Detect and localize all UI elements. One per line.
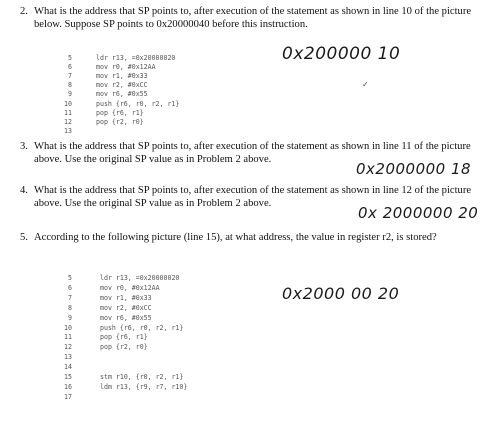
question-number: 3. xyxy=(20,141,28,152)
code-text: stm r10, {r0, r2, r1} xyxy=(100,373,184,381)
question-text: What is the address that SP points to, after execution of the statement as shown in line 11 of the picture above. Use the original SP value as in Problem 2 above. xyxy=(34,141,471,165)
handwritten-answer-2: 0x200000 10 xyxy=(282,44,401,64)
handwritten-answer-3: 0x2000000 18 xyxy=(356,160,472,178)
line-number: 12 xyxy=(64,343,72,352)
line-number: 6 xyxy=(68,283,72,292)
code-text: mov r0, #0x12AA xyxy=(96,63,156,72)
code-listing-1 xyxy=(62,54,232,136)
code-text: pop {r2, r0} xyxy=(100,343,148,352)
line-number: 8 xyxy=(68,303,72,312)
question-text: According to the following picture (line 15), at what address, the value in register r2, is stored? xyxy=(34,232,437,243)
code-text: pop {r6, r1} xyxy=(96,108,144,117)
line-number: 14 xyxy=(64,363,72,372)
question-number: 4. xyxy=(20,185,28,196)
code-text: ldr r13, =0x20000020 xyxy=(100,274,180,282)
line-number: 7 xyxy=(68,293,72,302)
line-number: 16 xyxy=(64,382,72,391)
handwritten-answer-4: 0x 2000000 20 xyxy=(358,204,479,222)
question-2 xyxy=(20,5,482,31)
line-number: 5 xyxy=(68,274,72,282)
line-number: 8 xyxy=(68,81,72,90)
line-number: 10 xyxy=(64,99,72,108)
code-text: push {r6, r0, r2, r1} xyxy=(96,99,180,108)
code-listing-2 xyxy=(62,274,242,404)
question-number: 5. xyxy=(20,232,28,243)
line-number: 15 xyxy=(64,373,72,381)
code-text: mov r2, #0xCC xyxy=(100,303,152,312)
question-number: 2. xyxy=(20,6,28,17)
code-text: push {r6, r0, r2, r1} xyxy=(100,323,184,332)
code-text: pop {r6, r1} xyxy=(100,333,148,342)
code-text: mov r1, #0x33 xyxy=(100,293,152,302)
code-text: mov r2, #0xCC xyxy=(96,81,148,90)
line-number: 17 xyxy=(64,392,72,401)
question-5 xyxy=(20,231,482,244)
handwritten-answer-5: 0x2000 00 20 xyxy=(282,284,400,303)
line-number: 13 xyxy=(64,353,72,362)
line-number: 10 xyxy=(64,323,72,332)
code-text: ldr r13, =0x20000020 xyxy=(96,54,176,62)
line-number: 12 xyxy=(64,117,72,126)
line-number: 13 xyxy=(64,126,72,135)
code-text: pop {r2, r0} xyxy=(96,117,144,126)
line-number: 9 xyxy=(68,313,72,322)
code-text: mov r6, #0x55 xyxy=(96,90,148,99)
line-number: 11 xyxy=(64,333,72,342)
line-number: 6 xyxy=(68,63,72,72)
code-text: mov r0, #0x12AA xyxy=(100,283,160,292)
line-number: 7 xyxy=(68,72,72,81)
question-text: What is the address that SP points to, after execution of the statement as shown in line 10 of the picture below. Suppose SP points to 0x20000040 before this instruction. xyxy=(34,6,472,30)
code-text: mov r1, #0x33 xyxy=(96,72,148,81)
line-number: 5 xyxy=(68,54,72,62)
code-text: mov r6, #0x55 xyxy=(100,313,152,322)
line-number: 11 xyxy=(64,108,72,117)
code-text: ldm r13, {r9, r7, r10} xyxy=(100,382,188,391)
check-mark: ✓ xyxy=(362,80,369,89)
line-number: 9 xyxy=(68,90,72,99)
question-text: What is the address that SP points to, after execution of the statement as shown in line 12 of the picture above. Use the original SP value as in Problem 2 above. xyxy=(34,185,472,209)
